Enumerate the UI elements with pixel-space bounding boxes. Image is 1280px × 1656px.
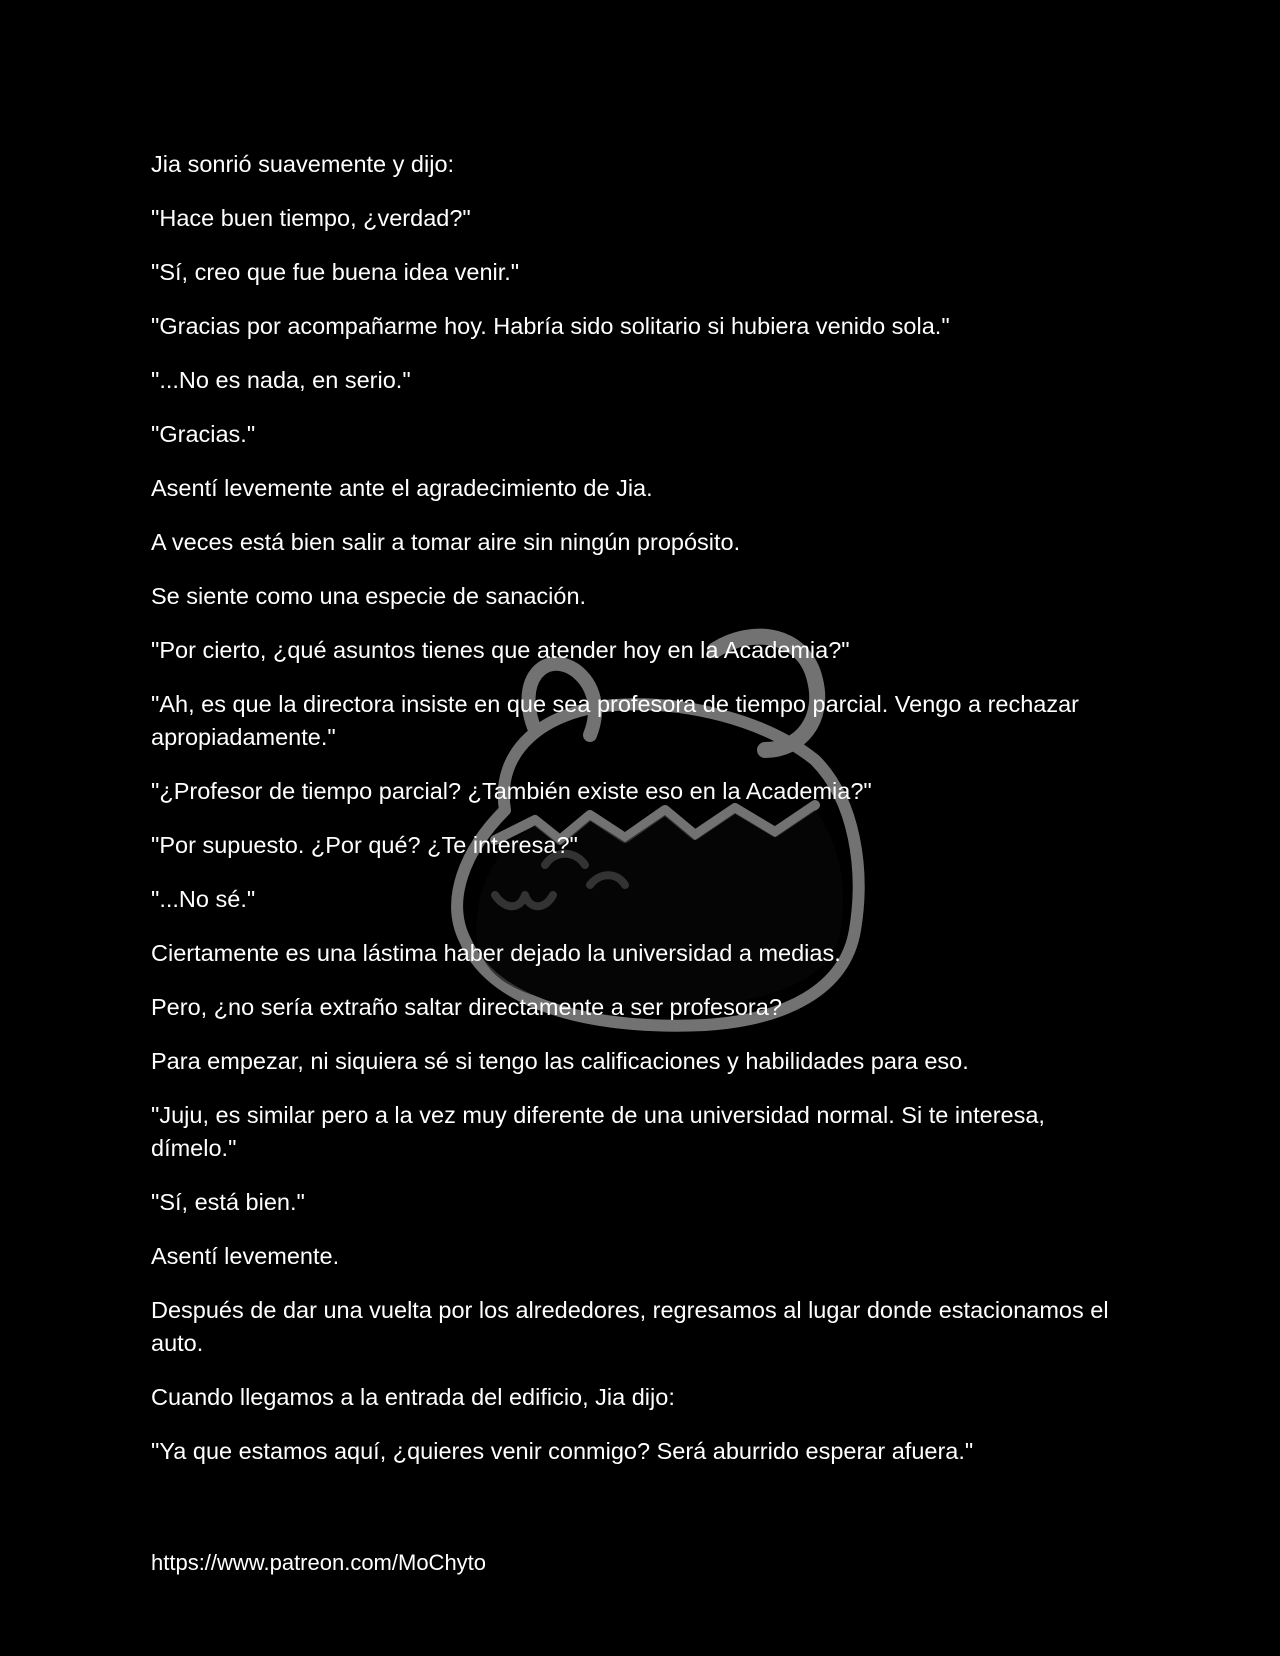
paragraph: "Gracias." <box>151 421 256 447</box>
paragraph: "Sí, está bien." <box>151 1189 305 1215</box>
paragraph: Jia sonrió suavemente y dijo: <box>151 151 455 177</box>
paragraph: "Juju, es similar pero a la vez muy diferente de una universidad normal. Si te interesa, dímelo." <box>151 1102 1045 1161</box>
paragraph: "Por cierto, ¿qué asuntos tienes que atender hoy en la Academia?" <box>151 637 850 663</box>
paragraph: "Sí, creo que fue buena idea venir." <box>151 259 520 285</box>
paragraph: Para empezar, ni siquiera sé si tengo las calificaciones y habilidades para eso. <box>151 1048 969 1074</box>
paragraph: "Hace buen tiempo, ¿verdad?" <box>151 205 471 231</box>
paragraph: "Gracias por acompañarme hoy. Habría sido solitario si hubiera venido sola." <box>151 313 950 339</box>
paragraph: Asentí levemente ante el agradecimiento de Jia. <box>151 475 653 501</box>
paragraph: "...No sé." <box>151 886 256 912</box>
paragraph: Se siente como una especie de sanación. <box>151 583 587 609</box>
paragraph: "¿Profesor de tiempo parcial? ¿También existe eso en la Academia?" <box>151 778 872 804</box>
paragraph: Asentí levemente. <box>151 1243 340 1269</box>
story-text <box>151 148 1131 1489</box>
paragraph: Pero, ¿no sería extraño saltar directamente a ser profesora? <box>151 994 782 1020</box>
paragraph: A veces está bien salir a tomar aire sin ningún propósito. <box>151 529 741 555</box>
paragraph: "Por supuesto. ¿Por qué? ¿Te interesa?" <box>151 832 578 858</box>
paragraph: "...No es nada, en serio." <box>151 367 411 393</box>
paragraph: "Ah, es que la directora insiste en que sea profesora de tiempo parcial. Vengo a rechazar apropiadamente." <box>151 691 1080 750</box>
paragraph: Cuando llegamos a la entrada del edificio, Jia dijo: <box>151 1384 675 1410</box>
paragraph: Ciertamente es una lástima haber dejado la universidad a medias. <box>151 940 841 966</box>
paragraph: Después de dar una vuelta por los alrededores, regresamos al lugar donde estacionamos el auto. <box>151 1297 1109 1356</box>
patreon-link[interactable]: https://www.patreon.com/MoChyto <box>151 1550 487 1575</box>
paragraph: "Ya que estamos aquí, ¿quieres venir conmigo? Será aburrido esperar afuera." <box>151 1438 974 1464</box>
